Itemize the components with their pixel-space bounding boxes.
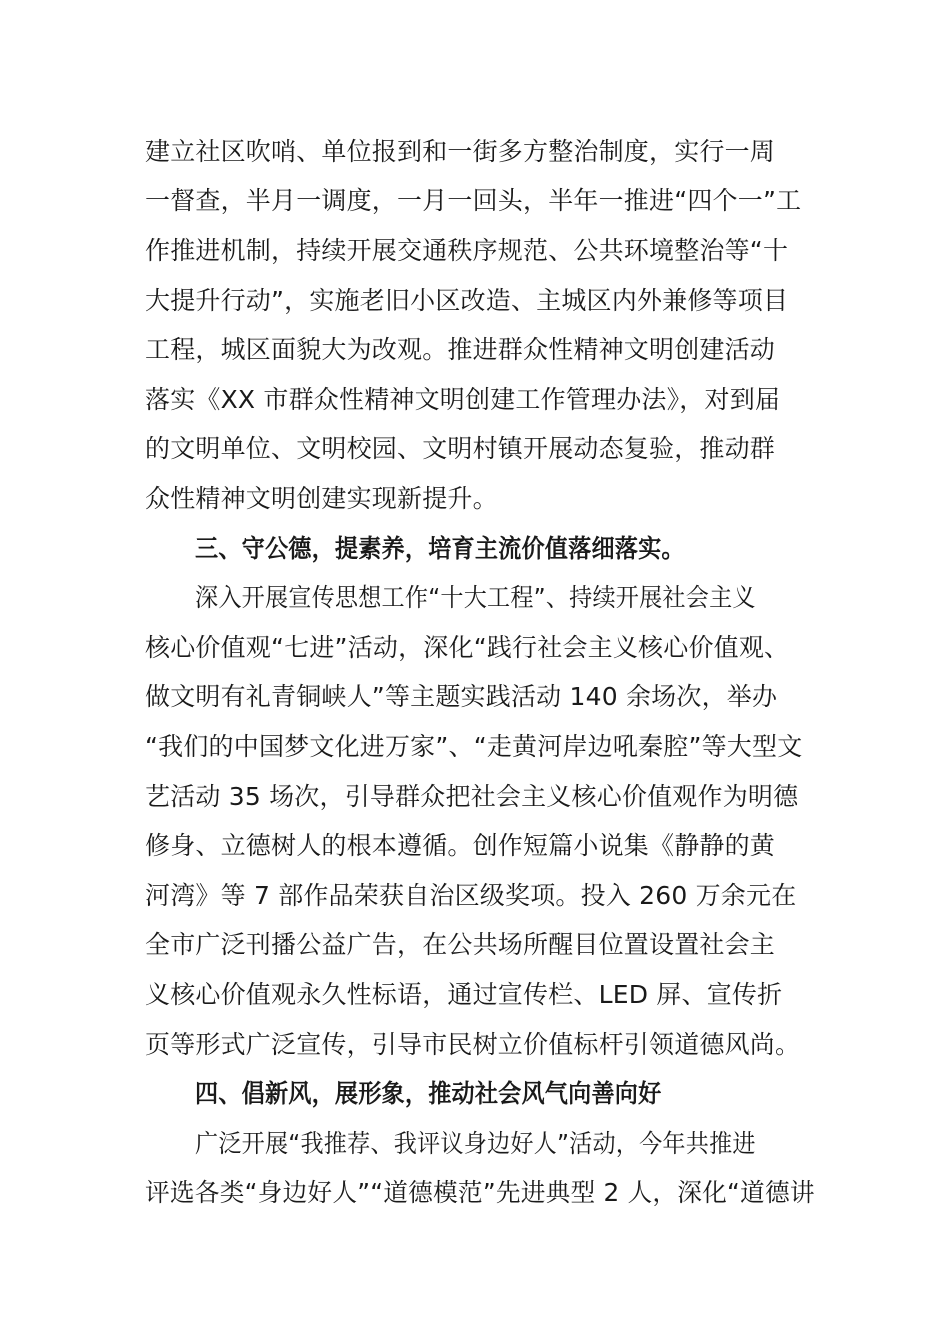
section-heading: 四、倡新风，展形象，推动社会风气向善向好 bbox=[195, 1079, 662, 1108]
body-text-line: 作推进机制，持续开展交通秩序规范、公共环境整治等“十 bbox=[145, 236, 789, 265]
body-text-line: 河湾》等 7 部作品荣获自治区级奖项。投入 260 万余元在 bbox=[145, 881, 797, 910]
body-text-line: 义核心价值观永久性标语，通过宣传栏、LED 屏、宣传折 bbox=[145, 980, 783, 1009]
body-text-line: 艺活动 35 场次，引导群众把社会主义核心价值观作为明德 bbox=[145, 782, 799, 811]
body-text-line: 工程，城区面貌大为改观。推进群众性精神文明创建活动 bbox=[145, 335, 776, 364]
body-text-line: 落实《XX 市群众性精神文明创建工作管理办法》，对到届 bbox=[145, 385, 781, 414]
body-text-line: 做文明有礼青铜峡人”等主题实践活动 140 余场次，举办 bbox=[145, 682, 778, 711]
body-text-line: 的文明单位、文明校园、文明村镇开展动态复验，推动群 bbox=[145, 434, 776, 463]
body-text-line: 一督查，半月一调度，一月一回头，半年一推进“四个一”工 bbox=[145, 186, 802, 215]
section-heading: 三、守公德，提素养，培育主流价值落细落实。 bbox=[195, 534, 685, 563]
body-text-line: 页等形式广泛宣传，引导市民树立价值标杆引领道德风尚。 bbox=[145, 1030, 801, 1059]
body-text-line: 全市广泛刊播公益广告，在公共场所醒目位置设置社会主 bbox=[145, 930, 776, 959]
body-text-line: “我们的中国梦文化进万家”、“走黄河岸边吼秦腔”等大型文 bbox=[145, 732, 803, 761]
body-text-line: 众性精神文明创建实现新提升。 bbox=[145, 484, 498, 513]
body-text-line: 评选各类“身边好人”“道德模范”先进典型 2 人，深化“道德讲 bbox=[145, 1178, 815, 1207]
body-text-line: 核心价值观“七进”活动，深化“践行社会主义核心价值观、 bbox=[145, 633, 790, 662]
body-text-line: 大提升行动”，实施老旧小区改造、主城区内外兼修等项目 bbox=[145, 286, 789, 315]
body-text-line: 修身、立德树人的根本遵循。创作短篇小说集《静静的黄 bbox=[145, 831, 776, 860]
paragraph-first-line: 广泛开展“我推荐、我评议身边好人”活动，今年共推进 bbox=[195, 1129, 756, 1158]
paragraph-first-line: 深入开展宣传思想工作“十大工程”、持续开展社会主义 bbox=[195, 583, 756, 612]
body-text-line: 建立社区吹哨、单位报到和一街多方整治制度，实行一周 bbox=[145, 137, 776, 166]
